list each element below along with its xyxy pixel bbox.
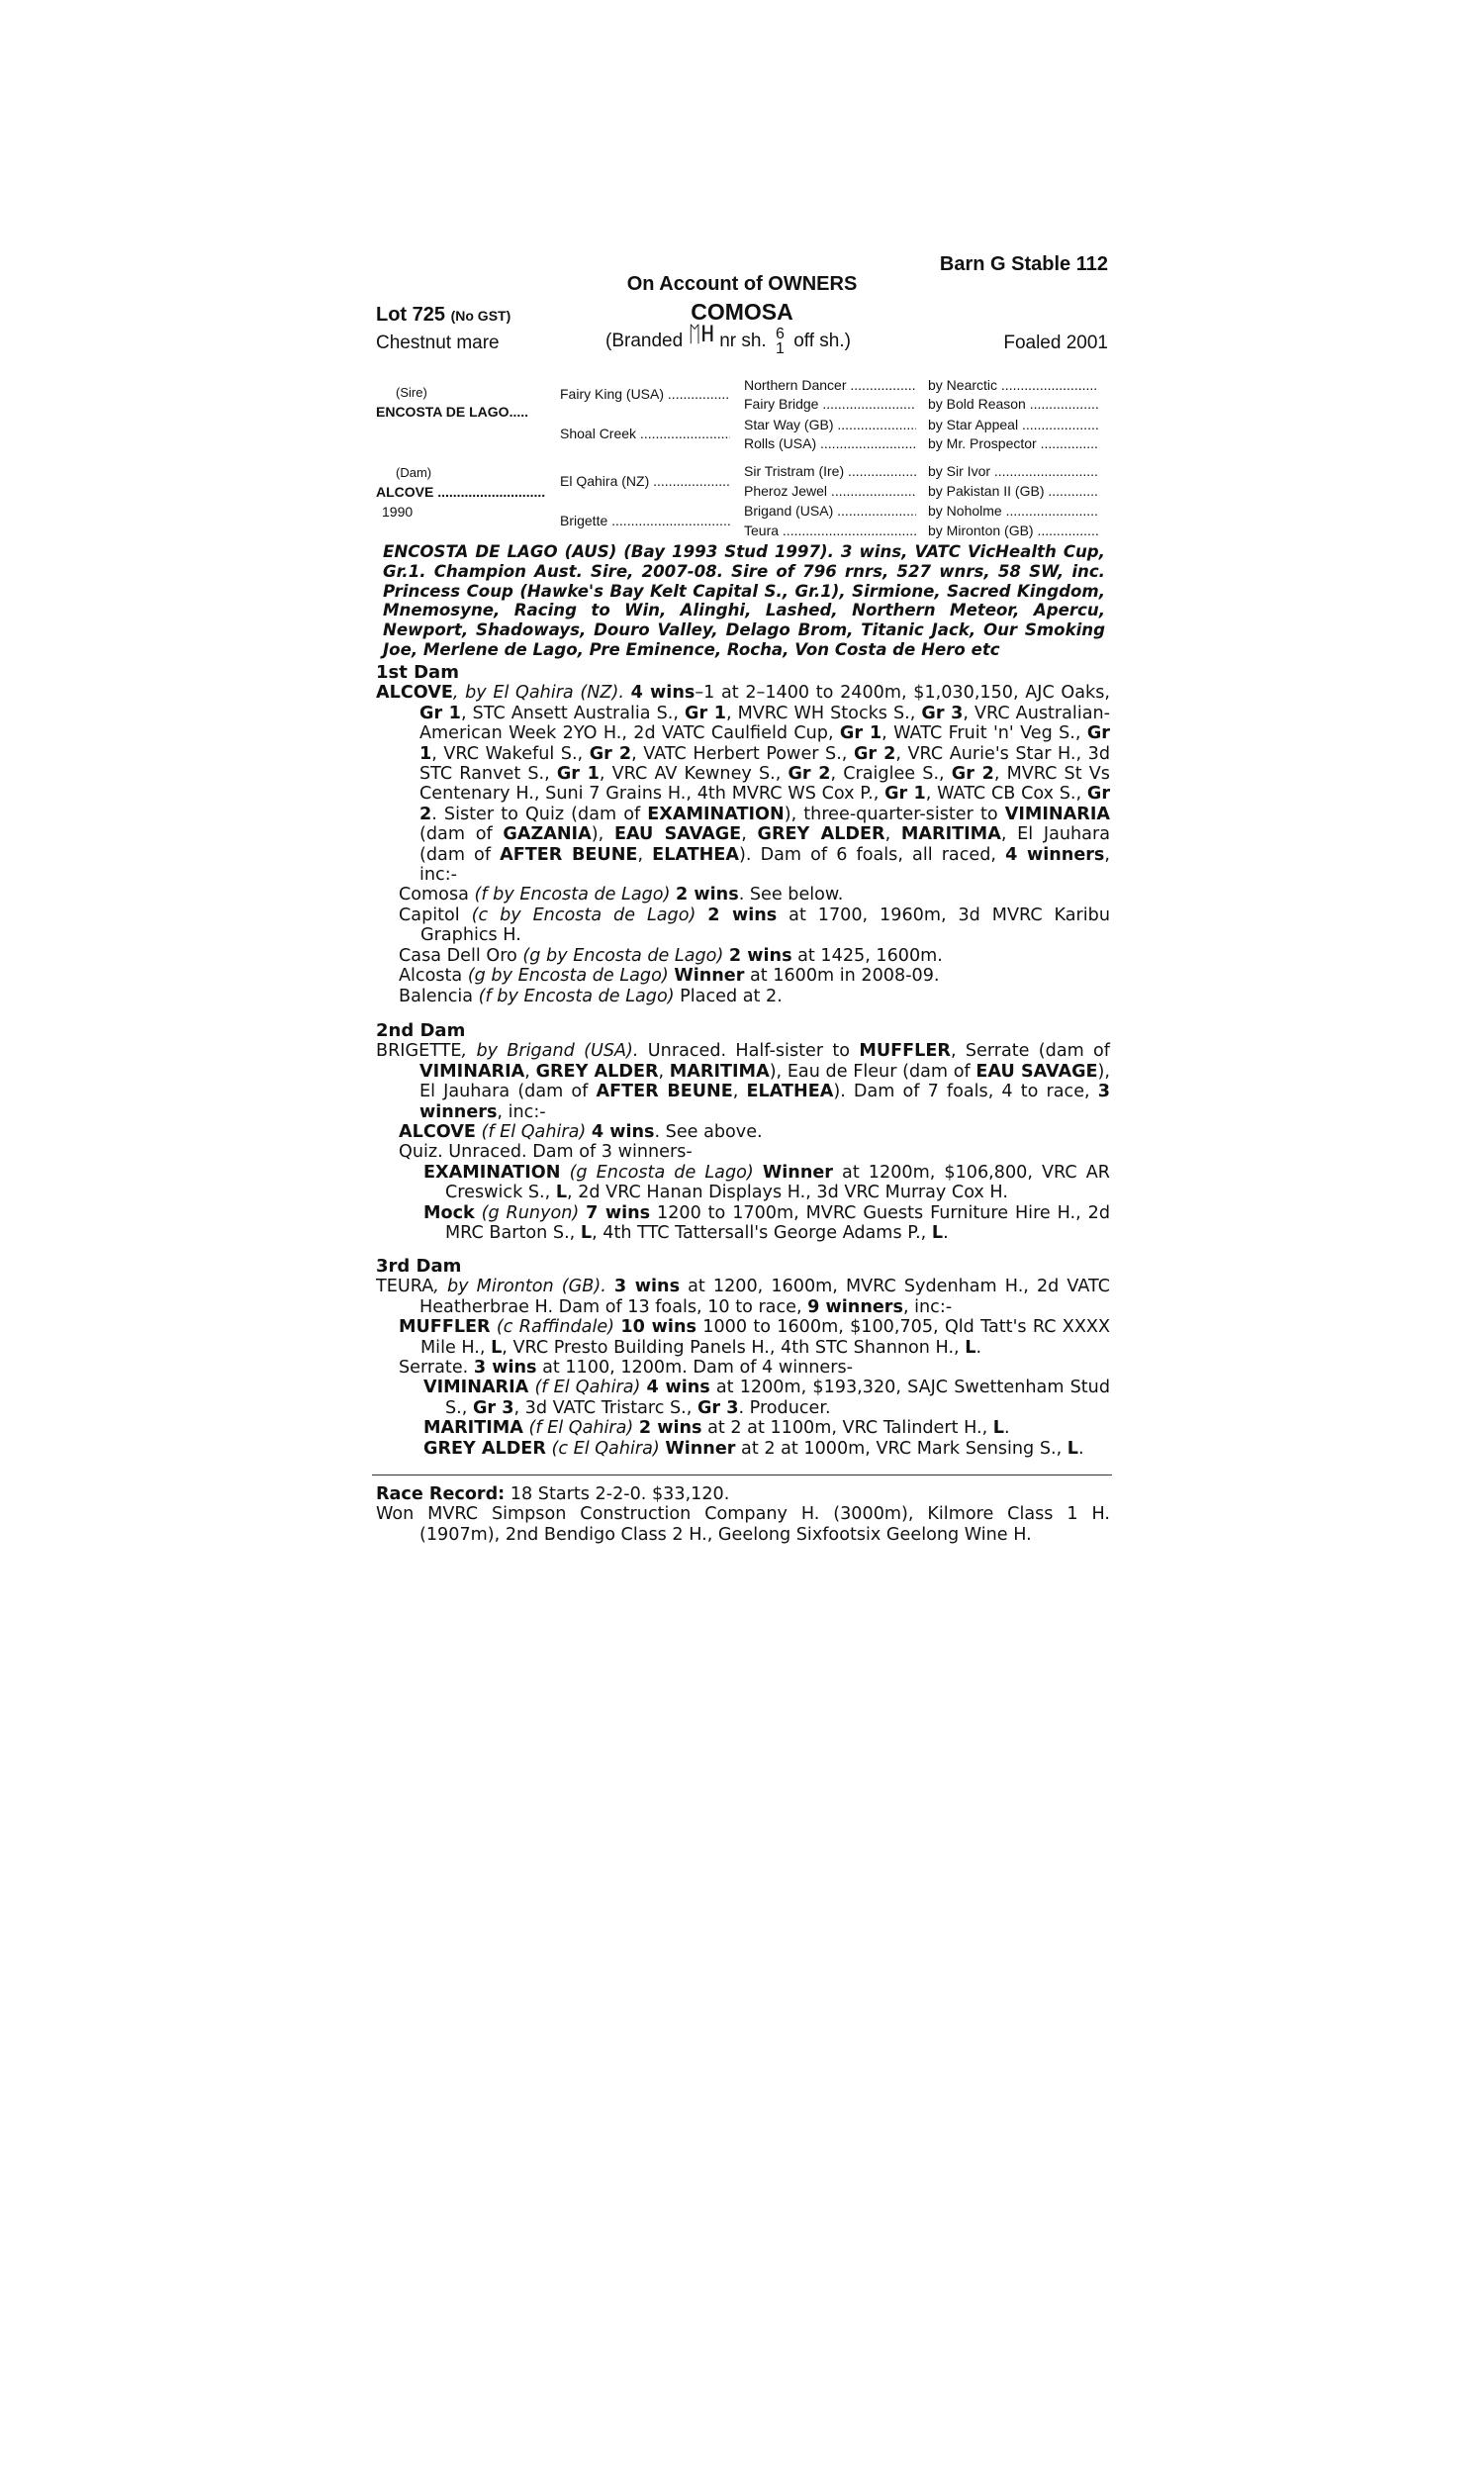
horse: EAU SAVAGE xyxy=(613,824,742,845)
t: , xyxy=(637,844,653,865)
gen4-2-text: by Star Appeal xyxy=(928,417,1019,432)
t: ), Eau de Fleur (dam of xyxy=(769,1061,976,1082)
gen3-4-text: Sir Tristram (Ire) xyxy=(744,463,845,479)
t: . xyxy=(943,1223,949,1244)
race-record-label: Race Record: xyxy=(376,1484,506,1504)
winners-count: 4 winners xyxy=(1005,844,1105,865)
t: , xyxy=(524,1061,536,1082)
third-dam-wins: 3 wins xyxy=(613,1277,681,1297)
race-record-summary xyxy=(376,1484,1110,1504)
horse: GREY ALDER xyxy=(757,824,885,845)
t: , xyxy=(658,1061,670,1082)
progeny-rest: at 1600m in 2008-09. xyxy=(744,966,940,987)
grade: Gr 2 xyxy=(788,764,831,785)
grade: Gr 1 xyxy=(685,703,726,723)
t: ), El Jauhara (dam of xyxy=(419,1061,1111,1102)
progeny-pedigree: (f El Qahira) xyxy=(528,1418,634,1439)
brand-close: off sh.) xyxy=(793,331,851,352)
lot-label: Lot 725 xyxy=(376,304,446,326)
gen2-3 xyxy=(560,513,730,528)
gen3-3-text: Rolls (USA) xyxy=(744,435,817,451)
progeny-quiz: Quiz. Unraced. Dam of 3 winners- xyxy=(399,1142,693,1163)
horse: MUFFLER xyxy=(859,1041,951,1062)
gen4-6 xyxy=(928,503,1098,519)
listed: L xyxy=(931,1223,944,1244)
progeny-pedigree: (g by Encosta de Lago) xyxy=(522,945,724,966)
gen4-0-text: by Nearctic xyxy=(928,377,998,393)
race-record-section xyxy=(376,1484,1110,1545)
progeny-pedigree: (g by Encosta de Lago) xyxy=(467,966,669,987)
progeny-name: MUFFLER xyxy=(399,1317,491,1338)
gen2-0 xyxy=(560,386,730,402)
gen4-1 xyxy=(928,396,1098,412)
brand-mid: nr sh. xyxy=(719,331,767,352)
consignor: On Account of OWNERS xyxy=(626,273,858,295)
progeny-wins: 7 wins xyxy=(586,1202,651,1223)
race-record-stats: 18 Starts 2-2-0. $33,120. xyxy=(505,1484,730,1504)
t: at 1200m, $106,800, VRC AR Creswick S., xyxy=(445,1162,1111,1203)
sire-label: (Sire) xyxy=(396,385,427,400)
horse: MARITIMA xyxy=(900,824,1001,845)
pedigree-table xyxy=(0,0,1484,554)
second-dam-section xyxy=(376,1021,1110,1243)
gen4-7-text: by Mironton (GB) xyxy=(928,523,1034,538)
gen4-4 xyxy=(928,463,1098,479)
t: at 2 at 1000m, VRC Mark Sensing S., xyxy=(735,1438,1067,1459)
first-dam-wins: 4 wins xyxy=(630,683,696,704)
second-dam-by: , by Brigand (USA). xyxy=(461,1041,639,1062)
t: , inc:- xyxy=(497,1101,546,1122)
t: . Sister to Quiz (dam of xyxy=(431,804,648,824)
first-dam-name: ALCOVE xyxy=(376,683,453,704)
grade: Gr 2 xyxy=(589,743,632,764)
progeny-rest: . See below. xyxy=(738,885,844,905)
progeny-wins: 10 wins xyxy=(620,1317,696,1338)
t: , MVRC St Vs Centenary H., Suni 7 Grains H., 4th MVRC WS Cox P., xyxy=(419,764,1110,805)
gen3-1 xyxy=(744,396,916,412)
progeny-pedigree: (g Runyon) xyxy=(481,1202,580,1223)
progeny-name: ALCOVE xyxy=(399,1122,476,1143)
t: , xyxy=(884,824,901,845)
progeny-pedigree: (f by Encosta de Lago) xyxy=(474,885,671,905)
grand-progeny-item xyxy=(376,1378,1110,1418)
t: ), xyxy=(591,824,614,845)
t: , xyxy=(741,824,758,845)
t: 1000 to 1600m, $100,705, Qld Tatt's RC XXXX Mile H., xyxy=(420,1317,1111,1358)
progeny-wins: Winner xyxy=(762,1162,833,1183)
grade: Gr 1 xyxy=(556,764,600,785)
grade: Gr 1 xyxy=(419,703,461,723)
gen2-2 xyxy=(560,473,730,489)
progeny-item xyxy=(376,1142,1110,1162)
t: Serrate. xyxy=(399,1358,474,1379)
dam-label: (Dam) xyxy=(396,465,432,480)
t: . xyxy=(975,1337,982,1358)
t: , Craiglee S., xyxy=(830,764,952,785)
t: . xyxy=(1004,1418,1010,1439)
gen4-0 xyxy=(928,377,1098,393)
gen4-5-text: by Pakistan II (GB) xyxy=(928,483,1045,499)
gen3-6-text: Brigand (USA) xyxy=(744,503,834,519)
t: at 1100, 1200m. Dam of 4 winners- xyxy=(536,1358,853,1379)
listed: L xyxy=(992,1418,1004,1439)
progeny-name: Capitol xyxy=(399,904,460,925)
third-dam-name: TEURA xyxy=(376,1277,434,1297)
progeny-pedigree: (f El Qahira) xyxy=(534,1378,641,1398)
winners-count: 3 winners xyxy=(419,1082,1110,1122)
progeny-pedigree: (c Raffindale) xyxy=(496,1317,615,1338)
gen4-1-text: by Bold Reason xyxy=(928,396,1026,412)
gen4-4-text: by Sir Ivor xyxy=(928,463,991,479)
t: , El Jauhara (dam of xyxy=(419,824,1110,865)
third-dam-by: , by Mironton (GB). xyxy=(433,1277,606,1297)
t: at 1200m, $193,320, SAJC Swettenham Stud S., xyxy=(445,1378,1110,1418)
first-dam-section xyxy=(376,663,1110,1006)
t: 1200 to 1700m, MVRC Guests Furniture Hire H., 2d MRC Barton S., xyxy=(445,1202,1110,1244)
progeny-wins: Winner xyxy=(674,966,745,987)
third-dam-section xyxy=(376,1257,1110,1459)
progeny-item xyxy=(376,1122,1110,1142)
gen3-2-text: Star Way (GB) xyxy=(744,417,834,432)
progeny-name: EXAMINATION xyxy=(423,1162,561,1183)
progeny-item xyxy=(376,987,1110,1006)
grade: Gr 2 xyxy=(853,743,896,764)
horse: ELATHEA xyxy=(652,844,740,865)
brand-mark: ᛖH xyxy=(688,323,714,347)
grand-progeny-item xyxy=(376,1418,1110,1438)
grade: Gr 2 xyxy=(951,764,994,785)
horse: ELATHEA xyxy=(746,1082,834,1102)
progeny-item xyxy=(376,1317,1110,1358)
t: , STC Ansett Australia S., xyxy=(460,703,686,723)
second-dam-name: BRIGETTE xyxy=(376,1041,462,1062)
lot-gst: (No GST) xyxy=(450,308,511,324)
t: , VRC Presto Building Panels H., 4th STC Shannon H., xyxy=(502,1337,966,1358)
progeny-rest: . See above. xyxy=(654,1122,763,1143)
progeny-rest: at 1700, 1960m, 3d MVRC Karibu Graphics H. xyxy=(420,904,1110,946)
gen2-0-text: Fairy King (USA) xyxy=(560,386,665,402)
grand-progeny-item xyxy=(376,1163,1110,1203)
grade: Gr 3 xyxy=(696,1397,739,1418)
third-dam-heading: 3rd Dam xyxy=(376,1256,462,1277)
gen3-5-text: Pheroz Jewel xyxy=(744,483,828,499)
t: , VRC Wakeful S., xyxy=(431,743,590,764)
t: , WATC CB Cox S., xyxy=(925,784,1087,805)
brand-num-top: 6 xyxy=(776,326,785,342)
horse: MARITIMA xyxy=(669,1061,770,1082)
listed: L xyxy=(965,1337,976,1358)
gen3-7-text: Teura xyxy=(744,523,780,538)
dam-year: 1990 xyxy=(382,504,414,520)
race-record-details: Won MVRC Simpson Construction Company H. (3000m), Kilmore Class 1 H. (1907m), 2nd Bendigo Class 2 H., Geelong Sixfootsix Geelong Wine H. xyxy=(376,1504,1110,1545)
horse: AFTER BEUNE xyxy=(596,1082,733,1102)
horse: AFTER BEUNE xyxy=(500,844,638,865)
progeny-name: Alcosta xyxy=(399,966,463,987)
progeny-pedigree: (f by Encosta de Lago) xyxy=(478,986,675,1006)
t: ), three-quarter-sister to xyxy=(784,804,1005,824)
gen4-3-text: by Mr. Prospector xyxy=(928,435,1037,451)
progeny-pedigree: (c El Qahira) xyxy=(551,1438,660,1459)
t: at 2 at 1100m, VRC Talindert H., xyxy=(701,1418,993,1439)
progeny-wins: 4 wins xyxy=(591,1122,655,1143)
horse-name: COMOSA xyxy=(691,299,793,325)
t: , VRC Australian-American Week 2YO H., 2d VATC Caulfield Cup, xyxy=(419,703,1110,744)
gen3-0 xyxy=(744,377,916,393)
t: ). Dam of 7 foals, 4 to race, xyxy=(833,1082,1098,1102)
t: . xyxy=(1077,1438,1084,1459)
grade: Gr 1 xyxy=(419,723,1110,764)
grade: Gr 2 xyxy=(419,784,1110,824)
progeny-name: MARITIMA xyxy=(423,1418,523,1439)
t: , Serrate (dam of xyxy=(950,1041,1110,1062)
gen4-3 xyxy=(928,435,1098,451)
winners-count: 9 winners xyxy=(807,1296,903,1317)
listed: L xyxy=(580,1223,593,1244)
t: , xyxy=(732,1082,747,1102)
t: , 3d VATC Tristarc S., xyxy=(513,1397,697,1418)
gen4-2 xyxy=(928,417,1098,432)
gen3-1-text: Fairy Bridge xyxy=(744,396,819,412)
grade: Gr 1 xyxy=(884,784,926,805)
t: , inc:- xyxy=(419,844,1110,886)
listed: L xyxy=(555,1183,568,1203)
gen3-4 xyxy=(744,463,916,479)
t: at 1200, 1600m, MVRC Sydenham H., 2d VATC Heatherbrae H. Dam of 13 foals, 10 to race, xyxy=(419,1277,1110,1317)
progeny-wins: 4 wins xyxy=(646,1378,710,1398)
progeny-item xyxy=(376,1358,1110,1378)
gen3-3 xyxy=(744,435,916,451)
gen2-3-text: Brigette xyxy=(560,513,608,528)
progeny-pedigree: (f El Qahira) xyxy=(481,1122,587,1143)
progeny-name: VIMINARIA xyxy=(423,1378,529,1398)
grand-progeny-item xyxy=(376,1439,1110,1459)
gen4-5 xyxy=(928,483,1098,499)
grade: Gr 3 xyxy=(472,1397,514,1418)
progeny-item xyxy=(376,905,1110,946)
first-dam-by: , by El Qahira (NZ). xyxy=(452,683,624,704)
progeny-wins: 2 wins xyxy=(638,1418,702,1439)
progeny-pedigree: (c by Encosta de Lago) xyxy=(471,904,696,925)
progeny-name: Mock xyxy=(423,1202,475,1223)
first-dam-paragraph xyxy=(376,683,1110,885)
gen2-1-text: Shoal Creek xyxy=(560,426,637,441)
third-dam-paragraph xyxy=(376,1277,1110,1317)
progeny-item xyxy=(376,966,1110,986)
progeny-name: GREY ALDER xyxy=(423,1438,546,1459)
progeny-wins: 3 wins xyxy=(473,1358,537,1379)
grand-progeny-item xyxy=(376,1203,1110,1244)
sire-name: ENCOSTA DE LAGO..... xyxy=(376,404,529,420)
progeny-name: Comosa xyxy=(399,885,469,905)
t: . Producer. xyxy=(738,1397,831,1418)
horse-description: Chestnut mare xyxy=(376,333,500,353)
progeny-wins: 2 wins xyxy=(707,904,778,925)
t: , VRC Aurie's Star H., 3d STC Ranvet S., xyxy=(419,743,1110,785)
sire-name-text: ENCOSTA DE LAGO xyxy=(376,404,510,420)
second-dam-paragraph xyxy=(376,1041,1110,1122)
t: , 4th TTC Tattersall's George Adams P., xyxy=(592,1223,932,1244)
progeny-rest: at 1425, 1600m. xyxy=(791,945,943,966)
t: (dam of xyxy=(419,824,504,845)
dam-name-text: ALCOVE xyxy=(376,484,434,500)
t: , 2d VRC Hanan Displays H., 3d VRC Murray Cox H. xyxy=(567,1183,1008,1203)
brand-num-bottom: 1 xyxy=(776,340,785,357)
t: , VATC Herbert Power S., xyxy=(631,743,854,764)
horse: VIMINARIA xyxy=(419,1061,525,1082)
second-dam-heading: 2nd Dam xyxy=(376,1020,466,1041)
grade: Gr 3 xyxy=(921,703,964,723)
progeny-item xyxy=(376,885,1110,904)
gen4-6-text: by Noholme xyxy=(928,503,1002,519)
progeny-wins: 2 wins xyxy=(728,945,792,966)
gen3-5 xyxy=(744,483,916,499)
horse: EXAMINATION xyxy=(647,804,785,824)
t: –1 at 2–1400 to 2400m, $1,030,150, AJC Oaks, xyxy=(695,683,1111,704)
horse: EAU SAVAGE xyxy=(975,1061,1098,1082)
gen3-6 xyxy=(744,503,916,519)
progeny-item xyxy=(376,946,1110,966)
grade: Gr 1 xyxy=(839,723,882,744)
gen2-2-text: El Qahira (NZ) xyxy=(560,473,650,489)
barn-stable: Barn G Stable 112 xyxy=(939,253,1108,275)
progeny-name: Balencia xyxy=(399,986,474,1006)
gen3-2 xyxy=(744,417,916,432)
t: , WATC Fruit 'n' Veg S., xyxy=(881,723,1087,744)
horse: VIMINARIA xyxy=(1004,804,1110,824)
progeny-rest: Placed at 2. xyxy=(674,986,783,1006)
horse: GREY ALDER xyxy=(535,1061,659,1082)
progeny-name: Casa Dell Oro xyxy=(399,945,517,966)
progeny-wins: 2 wins xyxy=(676,885,739,905)
first-dam-heading: 1st Dam xyxy=(376,662,459,683)
progeny-wins: Winner xyxy=(665,1438,736,1459)
t: , MVRC WH Stocks S., xyxy=(725,703,922,723)
t: Unraced. Half-sister to xyxy=(638,1041,860,1062)
sire-summary: ENCOSTA DE LAGO (AUS) (Bay 1993 Stud 1997). 3 wins, VATC VicHealth Cup, Gr.1. Champion Aust. Sire, 2007-08. Sire of 796 rnrs, 527 wnrs, 58 SW, inc. Princess Coup (Hawke's Bay Kelt Capital S., Gr.1), Sirmione, Sacred Kingdom, Mnemosyne, Racing to Win, Alinghi, Lashed, Northern Meteor, Apercu, Newport, Shadoways, Douro Valley, Delago Brom, Titanic Jack, Our Smoking Joe, Merlene de Lago, Pre Eminence, Rocha, Von Costa de Hero etc xyxy=(383,542,1105,659)
dam-name xyxy=(376,484,546,500)
foaled-year: Foaled 2001 xyxy=(1003,333,1108,353)
brand-open: (Branded xyxy=(605,331,684,352)
gen2-1 xyxy=(560,426,730,441)
t: ). Dam of 6 foals, all raced, xyxy=(739,844,1006,865)
gen3-7 xyxy=(744,523,916,538)
t: , inc:- xyxy=(902,1296,953,1317)
gen3-0-text: Northern Dancer xyxy=(744,377,847,393)
t: , VRC AV Kewney S., xyxy=(599,764,788,785)
listed: L xyxy=(1067,1438,1078,1459)
listed: L xyxy=(491,1337,503,1358)
horse: GAZANIA xyxy=(503,824,592,845)
progeny-pedigree: (g Encosta de Lago) xyxy=(569,1162,754,1183)
gen4-7 xyxy=(928,523,1098,538)
